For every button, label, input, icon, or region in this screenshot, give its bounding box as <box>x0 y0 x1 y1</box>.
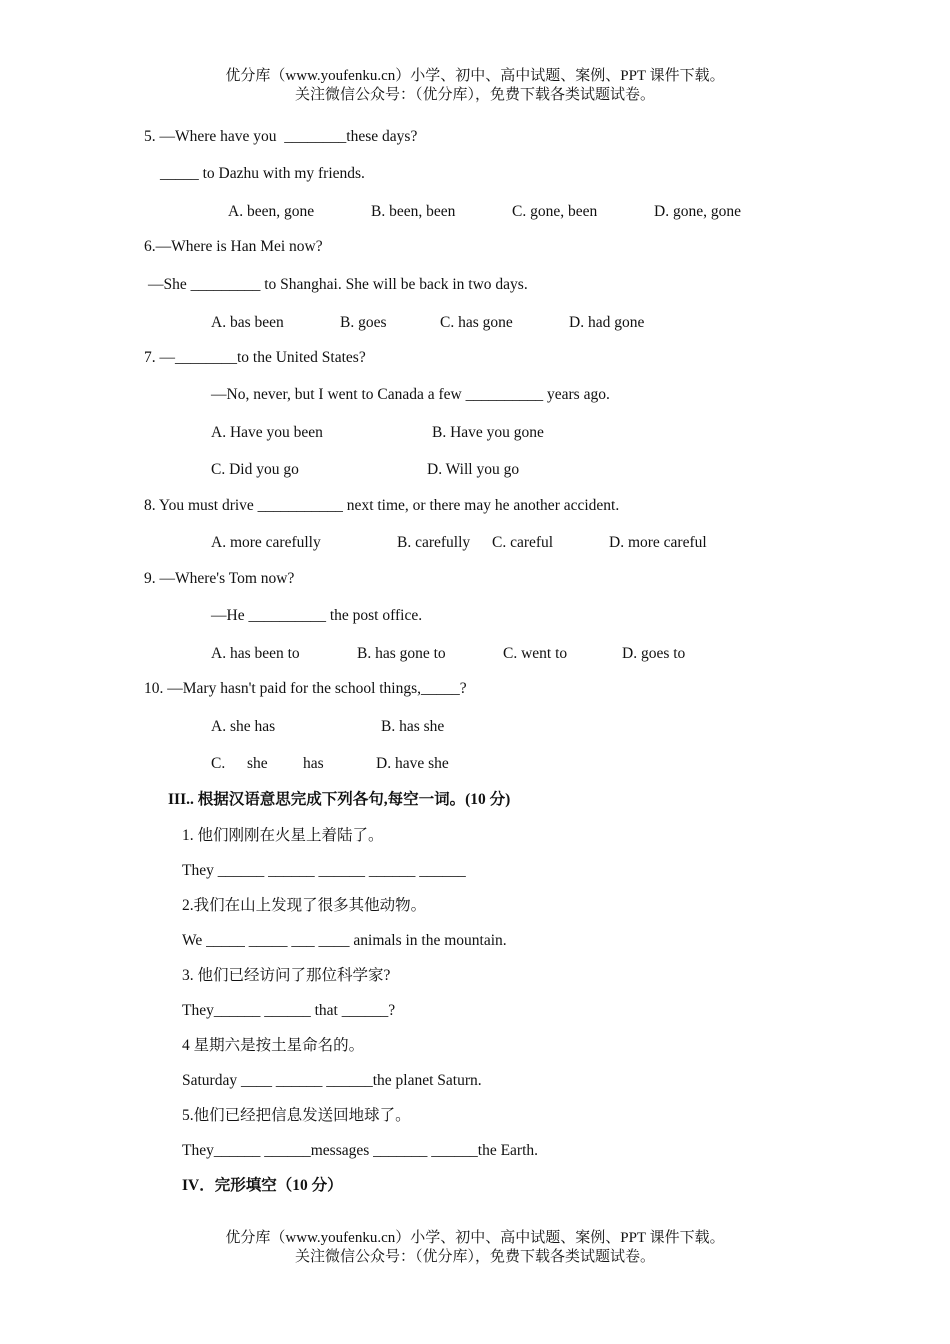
q8-option-c: C. careful <box>492 534 554 551</box>
q10-option-b: B. has she <box>381 718 445 735</box>
q6-stem: 6.—Where is Han Mei now? <box>144 238 323 255</box>
q8-option-d: D. more careful <box>609 534 707 551</box>
q5-stem: 5. —Where have you ________these days? <box>144 128 418 145</box>
s3-item-5-chinese: 5.他们已经把信息发送回地球了。 <box>182 1107 411 1124</box>
header-line-2: 关注微信公众号：（优分库），免费下载各类试题试卷。 <box>294 87 655 103</box>
q10-option-d: D. have she <box>376 755 449 772</box>
q7-option-c: C. Did you go <box>211 461 299 478</box>
q6-answer-line: —She _________ to Shanghai. She will be back in two days. <box>148 276 528 293</box>
q6-option-a: A. bas been <box>211 314 284 331</box>
q9-option-c: C. went to <box>503 645 568 662</box>
q8-option-b: B. carefully <box>397 534 471 551</box>
q6-option-b: B. goes <box>340 314 387 331</box>
q9-option-b: B. has gone to <box>357 645 446 662</box>
q9-answer-line: —He __________ the post office. <box>211 607 423 624</box>
q10-option-a: A. she has <box>211 718 276 735</box>
q9-stem: 9. —Where's Tom now? <box>144 570 295 587</box>
s3-item-1-chinese: 1. 他们刚刚在火星上着陆了。 <box>182 827 384 844</box>
s3-item-3-english: They______ ______ that ______? <box>182 1002 396 1019</box>
s3-item-2-english: We _____ _____ ___ ____ animals in the mountain. <box>182 932 507 949</box>
s3-item-5-english: They______ ______messages _______ ______the Earth. <box>182 1142 539 1159</box>
q5-option-b: B. been, been <box>371 203 456 220</box>
q7-stem: 7. —________to the United States? <box>144 349 366 366</box>
s3-item-4-english: Saturday ____ ______ ______the planet Saturn. <box>182 1072 482 1089</box>
q10-option-c: C. <box>211 755 226 772</box>
q5-option-c: C. gone, been <box>512 203 598 220</box>
q5-answer-line: _____ to Dazhu with my friends. <box>160 165 365 182</box>
q7-option-b: B. Have you gone <box>432 424 544 441</box>
q10-option-c-word-2: has <box>303 755 324 772</box>
q8-option-a: A. more carefully <box>211 534 321 551</box>
s3-item-1-english: They ______ ______ ______ ______ ______ <box>182 862 466 879</box>
q5-option-a: A. been, gone <box>228 203 315 220</box>
footer-line-2: 关注微信公众号：（优分库），免费下载各类试题试卷。 <box>294 1249 655 1265</box>
section-4-title: IV．完形填空（10 分） <box>182 1177 343 1194</box>
s3-item-2-chinese: 2.我们在山上发现了很多其他动物。 <box>182 897 427 914</box>
section-3-title: III.. 根据汉语意思完成下列各句,每空一词。(10 分) <box>168 791 511 808</box>
q9-option-d: D. goes to <box>622 645 686 662</box>
s3-item-3-chinese: 3. 他们已经访问了那位科学家? <box>182 967 391 984</box>
q10-stem: 10. —Mary hasn't paid for the school things,_____? <box>144 680 467 697</box>
header-line-1: 优分库（www.youfenku.cn）小学、初中、高中试题、案例、PPT 课件下载。 <box>225 68 725 84</box>
s3-item-4-chinese: 4 星期六是按土星命名的。 <box>182 1037 365 1054</box>
q9-option-a: A. has been to <box>211 645 300 662</box>
q7-option-d: D. Will you go <box>427 461 520 478</box>
q7-option-a: A. Have you been <box>211 424 323 441</box>
footer-line-1: 优分库（www.youfenku.cn）小学、初中、高中试题、案例、PPT 课件下载。 <box>225 1230 725 1246</box>
q7-answer-line: —No, never, but I went to Canada a few __________ years ago. <box>211 386 610 403</box>
q6-option-d: D. had gone <box>569 314 645 331</box>
q10-option-c-word-1: she <box>247 755 268 772</box>
q5-option-d: D. gone, gone <box>654 203 741 220</box>
q6-option-c: C. has gone <box>440 314 513 331</box>
q8-stem: 8. You must drive ___________ next time, or there may he another accident. <box>144 497 620 514</box>
